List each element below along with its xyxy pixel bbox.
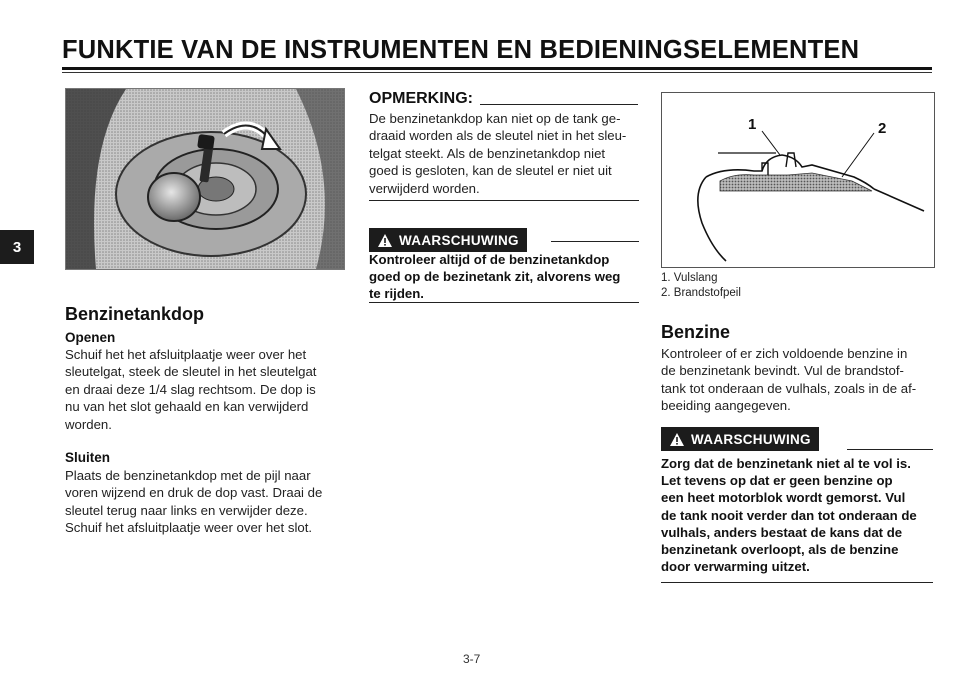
text-line: een heet motorblok wordt gemorst. Vul bbox=[661, 490, 906, 506]
note-paragraph bbox=[369, 110, 644, 197]
text-line: Zorg dat de benzinetank niet al te vol is. bbox=[661, 456, 911, 471]
warning-badge-rule bbox=[847, 449, 933, 450]
diagram-label-1: 1 bbox=[748, 116, 757, 133]
open-paragraph bbox=[65, 346, 355, 433]
close-paragraph bbox=[65, 467, 355, 537]
text-line: De benzinetankdop kan niet op de tank ge- bbox=[369, 111, 621, 126]
text-line: worden. bbox=[65, 416, 112, 432]
caption-line: 1. Vulslang bbox=[661, 272, 718, 284]
caption-line: 2. Brandstofpeil bbox=[661, 286, 741, 299]
text-line: sleutelgat, steek de sleutel in het sleutelgat bbox=[65, 364, 317, 380]
figure-captions bbox=[661, 271, 741, 300]
text-line: door verwarming uitzet. bbox=[661, 559, 810, 575]
fuel-cap-photo bbox=[65, 88, 345, 270]
text-line: en draai deze 1/4 slag rechtsom. De dop is bbox=[65, 381, 316, 397]
page-number: 3-7 bbox=[463, 652, 481, 666]
text-line: benzinetank overloopt, als de benzine bbox=[661, 542, 899, 558]
page-title: FUNKTIE VAN DE INSTRUMENTEN EN BEDIENINGSELEMENTEN bbox=[62, 36, 860, 64]
text-line: sleutel terug naar links en verwijder deze. bbox=[65, 502, 308, 518]
text-line: Plaats de benzinetankdop met de pijl naar bbox=[65, 468, 311, 483]
text-line: goed op de bezinetank zit, alvorens weg bbox=[369, 269, 621, 285]
text-line: draaid worden als de sleutel niet in het sleu- bbox=[369, 128, 627, 144]
text-line: de tank nooit verder dan tot onderaan de bbox=[661, 507, 917, 523]
open-heading: Openen bbox=[65, 330, 116, 345]
chapter-tab: 3 bbox=[0, 230, 34, 264]
text-line: goed is gesloten, kan de sleutel er niet uit bbox=[369, 163, 612, 179]
text-line: de benzinetank bevindt. Vul de brandstof- bbox=[661, 363, 904, 379]
warning-paragraph bbox=[661, 455, 937, 575]
text-line: tank tot onderaan de vulhals, zoals in de af- bbox=[661, 380, 917, 396]
text-line: Kontroleer altijd of de benzinetankdop bbox=[369, 252, 610, 267]
warning-paragraph bbox=[369, 251, 644, 303]
text-line: te rijden. bbox=[369, 286, 424, 302]
warning-label: WAARSCHUWING bbox=[691, 431, 811, 447]
fuel-level-diagram bbox=[661, 92, 935, 268]
fuel-paragraph bbox=[661, 345, 936, 415]
text-line: Kontroleer of er zich voldoende benzine in bbox=[661, 346, 908, 361]
note-heading: OPMERKING: bbox=[369, 90, 473, 107]
warning-triangle-icon bbox=[377, 233, 393, 248]
warning-badge-rule bbox=[551, 241, 639, 242]
text-line: nu van het slot gehaald en kan verwijderd bbox=[65, 399, 309, 415]
diagram-label-2: 2 bbox=[878, 120, 887, 137]
text-line: Let tevens op dat er geen benzine op bbox=[661, 473, 893, 489]
warning-badge bbox=[661, 427, 819, 451]
section-heading-fuel-cap: Benzinetankdop bbox=[65, 304, 205, 324]
note-end-rule bbox=[369, 200, 639, 201]
text-line: vulhals, anders bestaat de kans dat de bbox=[661, 524, 903, 540]
warning-triangle-icon bbox=[669, 432, 685, 447]
text-line: telgat steekt. Als de benzinetankdop niet bbox=[369, 145, 606, 161]
close-heading: Sluiten bbox=[65, 450, 111, 465]
text-line: Schuif het afsluitplaatje weer over het slot. bbox=[65, 520, 313, 536]
warning-end-rule bbox=[369, 302, 639, 303]
title-rule-thin bbox=[62, 72, 932, 73]
note-heading-rule bbox=[480, 104, 638, 105]
text-line: voren wijzend en druk de dop vast. Draai de bbox=[65, 485, 323, 501]
text-line: verwijderd worden. bbox=[369, 180, 480, 196]
title-rule bbox=[62, 67, 932, 70]
text-line: beeiding aangegeven. bbox=[661, 398, 791, 414]
warning-label: WAARSCHUWING bbox=[399, 232, 519, 248]
warning-badge bbox=[369, 228, 527, 252]
text-line: Schuif het het afsluitplaatje weer over het bbox=[65, 347, 307, 362]
section-heading-fuel: Benzine bbox=[661, 322, 731, 342]
warning-end-rule bbox=[661, 582, 933, 583]
